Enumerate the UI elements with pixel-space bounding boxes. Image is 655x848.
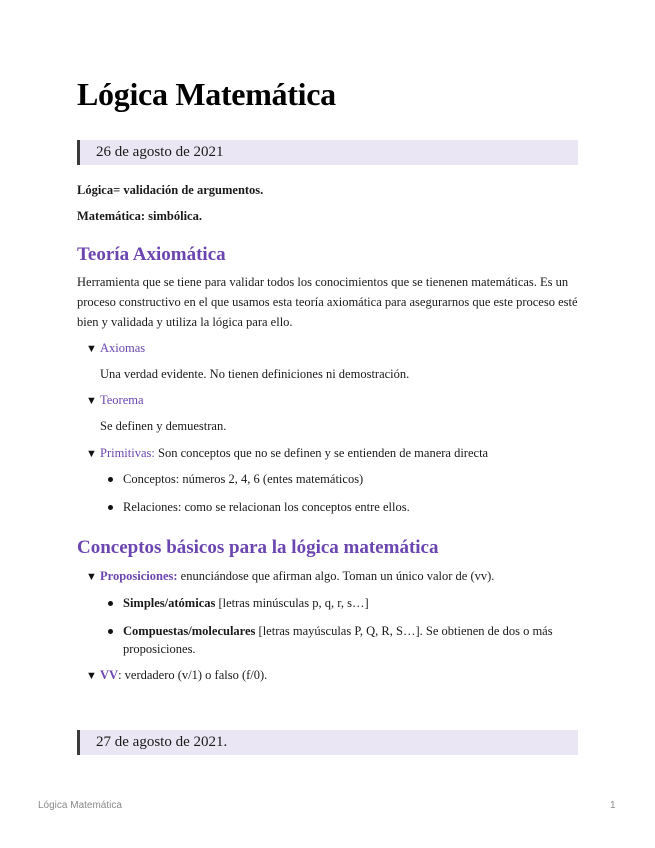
axiomas-text: Una verdad evidente. No tienen definiciones ni demostración. [100, 367, 410, 381]
toggle-triangle-icon[interactable]: ▼ [86, 571, 97, 583]
teoria-paragraph: Herramienta que se tiene para validar todos los conocimientos que se tienenen matemáticas. Es un proceso constructivo en el que usamos esta teoría axiomática para asegurarnos que este proceso esté bien y validada y utiliza la lógica para ello. [77, 275, 578, 329]
toggle-label-proposiciones: Proposiciones: [100, 569, 178, 583]
bullet-dot-icon [108, 601, 113, 606]
list-item-text [108, 622, 578, 658]
section-heading-teoria: Teoría Axiomática [77, 244, 226, 265]
footer-title: Lógica Matemática [38, 800, 122, 811]
toggle-triangle-icon[interactable]: ▼ [86, 343, 97, 355]
toggle-label-vv: VV [100, 668, 119, 682]
page-title: Lógica Matemática [77, 76, 336, 112]
toggle-triangle-icon[interactable]: ▼ [86, 670, 97, 682]
vv-text: : verdadero (v/1) o falso (f/0). [118, 668, 268, 682]
list-item [108, 470, 578, 488]
list-item [108, 498, 578, 516]
simples-label: Simples/atómicas [123, 596, 216, 610]
toggle-triangle-icon[interactable]: ▼ [86, 395, 97, 407]
teorema-text: Se definen y demuestran. [100, 419, 227, 433]
date-callout-2: 27 de agosto de 2021. [77, 730, 578, 755]
compuestas-label: Compuestas/moleculares [123, 624, 256, 638]
list-item-text: Conceptos: números 2, 4, 6 (entes matemáticos) [123, 472, 364, 486]
list-item-text: Relaciones: como se relacionan los conceptos entre ellos. [123, 500, 410, 514]
toggle-label-primitivas: Primitivas: [100, 446, 155, 460]
toggle-vv[interactable] [86, 666, 267, 685]
intro-line-1: Lógica= validación de argumentos. [77, 183, 264, 197]
toggle-label-teorema: Teorema [100, 393, 144, 407]
section-heading-conceptos: Conceptos básicos para la lógica matemática [77, 537, 439, 558]
proposiciones-text: enunciándose que afirman algo. Toman un único valor de (vv). [177, 569, 495, 583]
compuestas-text: [letras mayúsculas P, Q, R, S…]. Se obtienen de dos o más proposiciones. [123, 624, 553, 656]
toggle-proposiciones[interactable] [86, 567, 494, 586]
list-item [108, 594, 578, 612]
bullet-dot-icon [108, 505, 113, 510]
toggle-primitivas[interactable] [86, 444, 488, 463]
toggle-axiomas[interactable] [86, 339, 145, 358]
bullet-dot-icon [108, 477, 113, 482]
intro-line-2: Matemática: simbólica. [77, 209, 202, 223]
toggle-triangle-icon[interactable]: ▼ [86, 448, 97, 460]
page-number: 1 [610, 800, 616, 811]
date-callout-1: 26 de agosto de 2021 [77, 140, 578, 165]
list-item [108, 622, 578, 658]
toggle-label-axiomas: Axiomas [100, 341, 146, 355]
list-item-text [108, 594, 578, 612]
bullet-dot-icon [108, 629, 113, 634]
simples-text: [letras minúsculas p, q, r, s…] [215, 596, 369, 610]
primitivas-text: Son conceptos que no se definen y se entienden de manera directa [154, 446, 489, 460]
toggle-teorema[interactable] [86, 391, 144, 410]
